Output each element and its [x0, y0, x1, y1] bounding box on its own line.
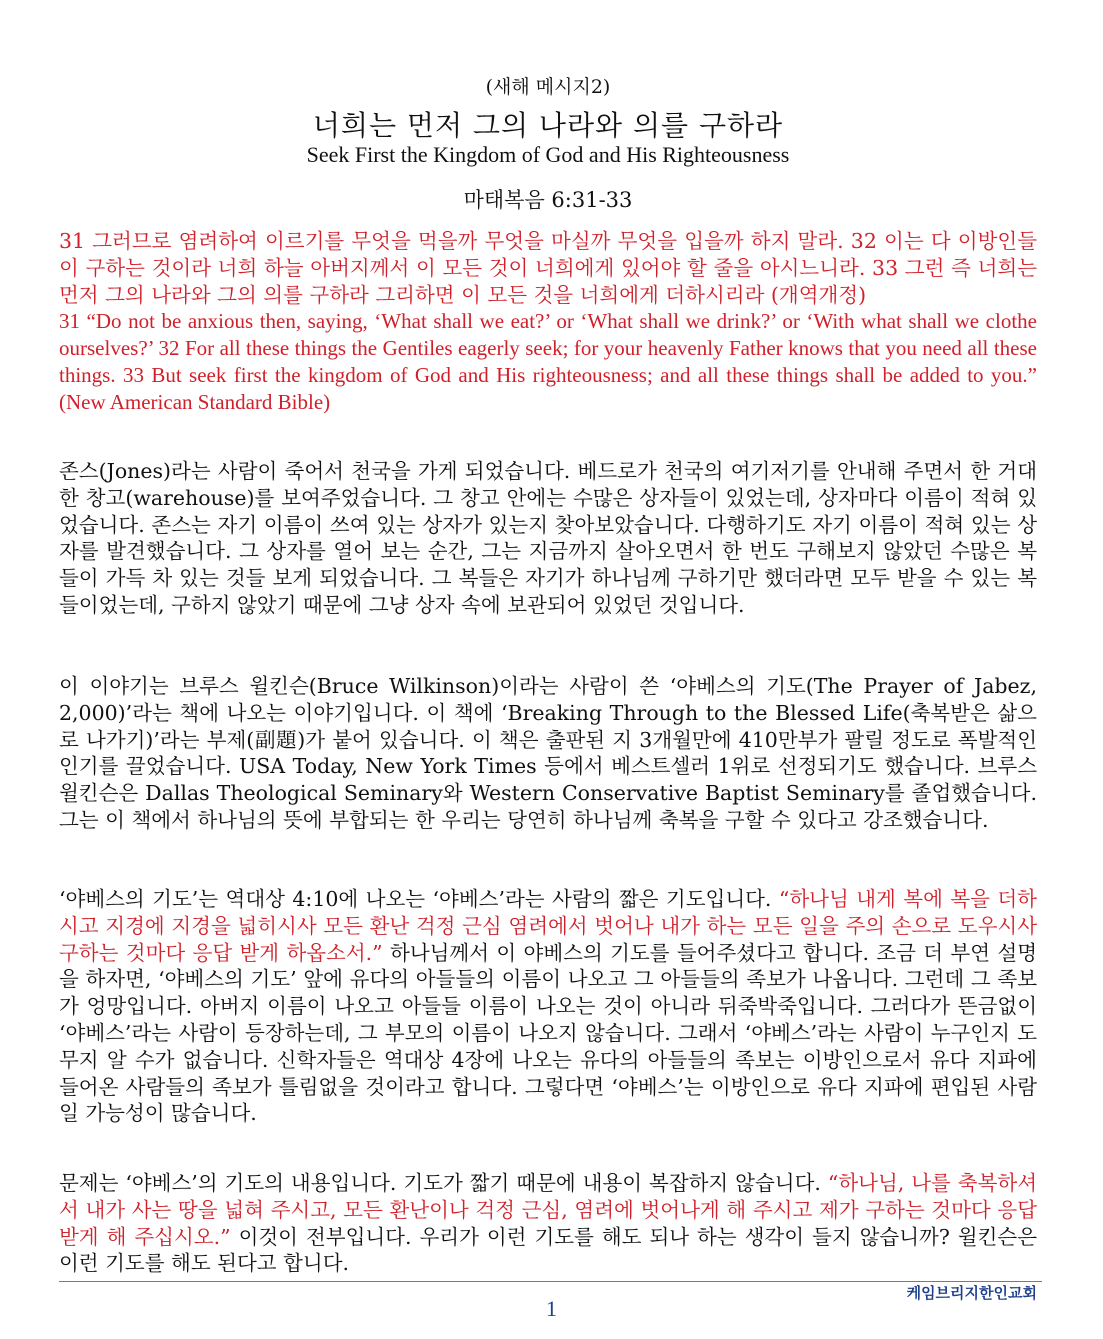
prayer-quote: “하나님, 나를 축복하셔서 내가 사는 땅을 넓혀 주시고, 모든 환난이나 걱정 근심, 염려에 벗어나게 해 주시고 제가 구하는 것마다 응답 받게 해 주십시오.” [59, 1171, 1037, 1249]
scripture-korean: 31 그러므로 염려하여 이르기를 무엇을 먹을까 무엇을 마실까 무엇을 입을까 하지 말라. 32 이는 다 이방인들이 구하는 것이라 너희 하늘 아버지께서 이 모든 것이 너희에게 있어야 할 줄을 아시느니라. 33 그런 즉 너희는 먼저 그의 나라와 그의 의를 구하라 그리하면 이 모든 것을 너희에게 더하시리라 (개역개정) [59, 229, 1037, 307]
scripture-english: 31 “Do not be anxious then, saying, ‘What shall we eat?’ or ‘What shall we drink?’ or ‘With what shall we clothe ourselves?’ 32 For all these things the Gentiles eagerly seek; for your heavenly Father knows that you need all these things. 33 But seek first the kingdom of God and His righteousness; and all these things shall be added to you.” (New American Standard Bible) [59, 309, 1037, 414]
sermon-series-subtitle: (새해 메시지2) [485, 76, 611, 98]
paragraph-jones-story: 존스(Jones)라는 사람이 죽어서 천국을 가게 되었습니다. 베드로가 천국의 여기저기를 안내해 주면서 한 거대한 창고(warehouse)를 보여주었습니다. 그 창고 안에는 수많은 상자들이 있었는데, 상자마다 이름이 적혀 있었습니다. 존스는 자기 이름이 쓰여 있는 상자가 있는지 찾아보았습니다. 다행하기도 자기 이름이 적혀 있는 상자를 발견했습니다. 그 상자를 열어 보는 순간, 그는 지금까지 살아오면서 한 번도 구해보지 않았던 수많은 복들이 가득 차 있는 것들 보게 되었습니다. 그 복들은 자기가 하나님께 구하기만 했더라면 모두 받을 수 있는 복들이었는데, 구하지 않았기 때문에 그냥 상자 속에 보관되어 있었던 것입니다. [59, 459, 1037, 617]
sermon-english-title: Seek First the Kingdom of God and His Righteousness [306, 142, 790, 167]
paragraph-text: 이것이 전부입니다. 우리가 이런 기도를 해도 되나 하는 생각이 들지 않습니까? 윌킨슨은 이런 기도를 해도 된다고 합니다. [59, 1224, 1037, 1276]
paragraph-prayer-content [59, 1170, 1037, 1277]
sermon-title: 너희는 먼저 그의 나라와 의를 구하라 [312, 109, 784, 142]
paragraph-text: 하나님께서 이 야베스의 기도를 들어주셨다고 합니다. 조금 더 부연 설명을 하자면, ‘야베스의 기도’ 앞에 유다의 아들들의 이름이 나오고 그 아들들의 족보가 나옵니다. 그런데 그 족보가 엉망입니다. 아버지 이름이 나오고 아들들 이름이 나오는 것이 아니라 뒤죽박죽입니다. 그러다가 뜬금없이 ‘야베스’라는 사람이 등장하는데, 그 부모의 이름이 나오지 않습니다. 그래서 ‘야베스’라는 사람이 누구인지 도무지 알 수가 없습니다. 신학자들은 역대상 4장에 나오는 유다의 아들들의 족보는 이방인으로서 유다 지파에 들어온 사람들의 족보가 틀림없을 것이라고 합니다. 그렇다면 ‘야베스’는 이방인으로 유다 지파에 편입된 사람일 가능성이 많습니다. [59, 940, 1037, 1126]
footer-divider [59, 1281, 1042, 1282]
paragraph-book-intro: 이 이야기는 브루스 윌킨슨(Bruce Wilkinson)이라는 사람이 쓴 ‘야베스의 기도(The Prayer of Jabez, 2,000)’라는 책에 나오는 이야기입니다. 이 책에 ‘Breaking Through to the Blessed Life(축복받은 삶으로 나가기)’라는 부제(副題)가 붙어 있습니다. 이 책은 출판된 지 3개월만에 410만부가 팔릴 정도로 폭발적인 인기를 끌었습니다. USA Today, New York Times 등에서 베스트셀러 1위로 선정되기도 했습니다. 브루스 윌킨슨은 Dallas Theological Seminary와 Western Conservative Baptist Seminary를 졸업했습니다. 그는 이 책에서 하나님의 뜻에 부합되는 한 우리는 당연히 하나님께 축복을 구할 수 있다고 강조했습니다. [59, 674, 1037, 832]
scripture-passage [59, 228, 1037, 416]
paragraph-text: 문제는 ‘야베스’의 기도의 내용입니다. 기도가 짧기 때문에 내용이 복잡하지 않습니다. [59, 1171, 828, 1195]
paragraph-jabez-prayer [59, 886, 1037, 1127]
church-name: 케임브리지한인교회 [906, 1284, 1037, 1302]
prayer-quote: “하나님 내게 복에 복을 더하시고 지경에 지경을 넓히시사 모든 환난 걱정 근심 염려에서 벗어나 내가 하는 모든 일을 주의 손으로 도우시사 구하는 것마다 응답 받게 하옵소서.” [59, 887, 1037, 965]
scripture-reference: 마태복음 6:31-33 [463, 188, 633, 212]
page-number: 1 [546, 1296, 557, 1321]
paragraph-text: ‘야베스의 기도’는 역대상 4:10에 나오는 ‘야베스’라는 사람의 짧은 기도입니다. [59, 887, 779, 911]
